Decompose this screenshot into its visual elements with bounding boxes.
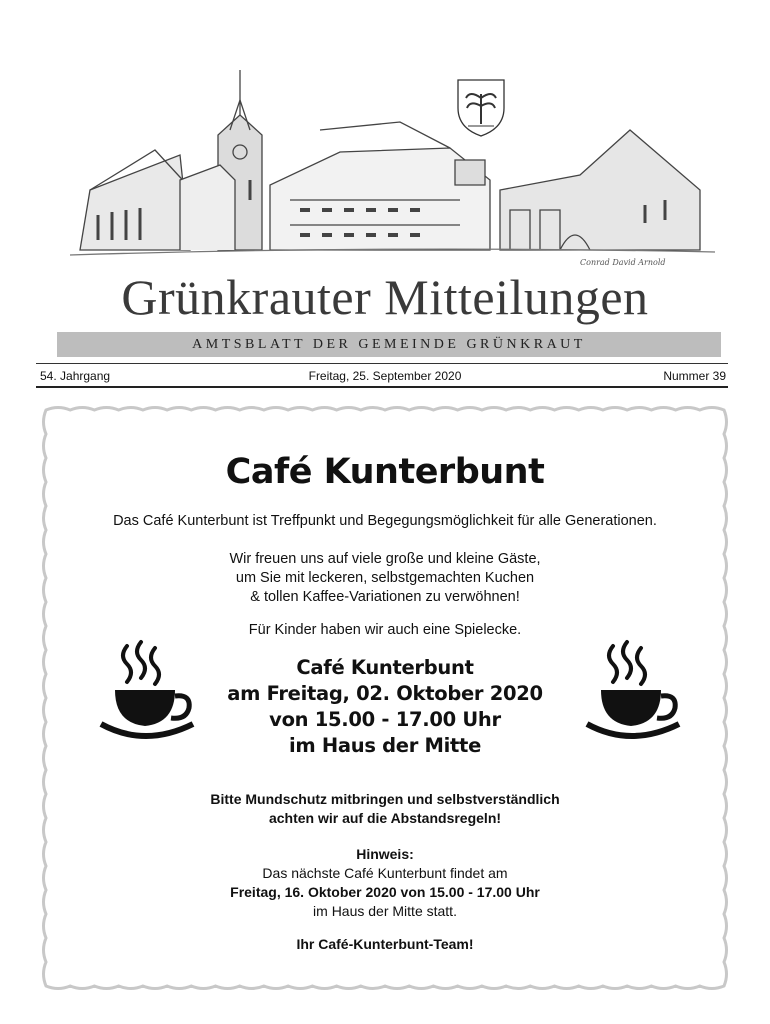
masthead-subtitle: AMTSBLATT DER GEMEINDE GRÜNKRAUT (192, 336, 586, 352)
kids-note: Für Kinder haben wir auch eine Spielecke. (248, 622, 522, 638)
welcome-line: & tollen Kaffee-Variationen zu verwöhnen! (250, 589, 520, 605)
coat-of-arms-icon (458, 80, 504, 136)
issue-date: Freitag, 25. September 2020 (308, 369, 462, 383)
mask-line: achten wir auf die Abstandsregeln! (268, 810, 502, 826)
hint-line: Freitag, 16. Oktober 2020 von 15.00 - 17.00 Uhr (230, 884, 540, 900)
artist-signature: Conrad David Arnold (580, 258, 666, 267)
event-line: Café Kunterbunt (296, 656, 474, 679)
hint-line: im Haus der Mitte statt. (313, 903, 457, 919)
hint-block (60, 845, 710, 921)
welcome-line: um Sie mit leckeren, selbstgemachten Kuchen (235, 570, 535, 586)
event-details (160, 655, 610, 759)
welcome-text (60, 550, 710, 607)
issue-number: Nummer 39 (663, 369, 726, 383)
issue-volume: 54. Jahrgang (40, 369, 111, 383)
town-sketch-illustration (60, 60, 730, 275)
masthead-subtitle-bar (57, 332, 721, 357)
event-line: im Haus der Mitte (289, 734, 481, 757)
welcome-line: Wir freuen uns auf viele große und kleine Gäste, (229, 551, 541, 567)
hint-label: Hinweis: (356, 846, 414, 862)
mask-note (60, 790, 710, 828)
article-intro: Das Café Kunterbunt ist Treffpunkt und Begegungsmöglichkeit für alle Generationen. (113, 513, 657, 529)
mask-line: Bitte Mundschutz mitbringen und selbstverständlich (210, 791, 560, 807)
article-heading: Café Kunterbunt (225, 452, 545, 492)
event-line: am Freitag, 02. Oktober 2020 (227, 682, 543, 705)
header-rule-top (36, 363, 728, 364)
event-line: von 15.00 - 17.00 Uhr (269, 708, 501, 731)
signoff: Ihr Café-Kunterbunt-Team! (296, 936, 474, 952)
masthead-title: Grünkrauter Mitteilungen (121, 269, 649, 325)
header-rule-bottom (36, 386, 728, 388)
hint-line: Das nächste Café Kunterbunt findet am (262, 865, 508, 881)
